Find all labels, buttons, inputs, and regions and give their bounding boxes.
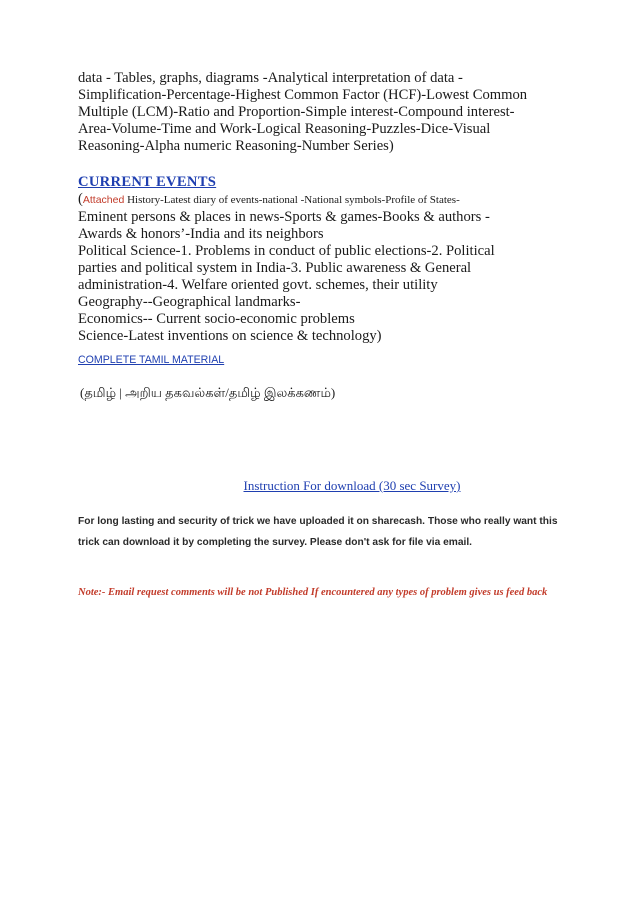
current-events-line: Awards & honors’-India and its neighbors [78,226,324,242]
syllabus-line: Area-Volume-Time and Work-Logical Reasoning-Puzzles-Dice-Visual [78,121,491,137]
current-events-line: administration-4. Welfare oriented govt. schemes, their utility [78,277,438,293]
current-events-line: Economics-- Current socio-economic problems [78,311,355,327]
open-paren: ( [78,191,83,207]
instruction-download-link[interactable]: Instruction For download (30 sec Survey) [243,478,461,493]
current-events-line: Eminent persons & places in news-Sports & games-Books & authors - [78,209,490,225]
current-events-block [78,209,578,345]
syllabus-line: Simplification-Percentage-Highest Common Factor (HCF)-Lowest Common [78,87,528,103]
document-page [78,70,578,598]
sharecash-paragraph: For long lasting and security of trick we have uploaded it on sharecash. Those who really want this trick can download it by completing the survey. Please don't ask for file via email. [78,516,558,548]
syllabus-line: Multiple (LCM)-Ratio and Proportion-Simple interest-Compound interest- [78,104,515,120]
current-events-line: Political Science-1. Problems in conduct of public elections-2. Political [78,243,495,259]
current-events-line: Geography--Geographical landmarks- [78,294,301,310]
syllabus-line: Reasoning-Alpha numeric Reasoning-Number Series) [78,138,394,154]
complete-tamil-material-link[interactable]: COMPLETE TAMIL MATERIAL [78,354,225,366]
current-events-line: Science-Latest inventions on science & technology) [78,328,382,344]
attached-rest: History-Latest diary of events-national -National symbols-Profile of States- [124,194,460,206]
note-text: Note:- Email request comments will be not Published If encountered any types of problem gives us feed back [78,587,548,598]
attached-line [78,191,578,209]
current-events-line: parties and political system in India-3. Public awareness & General [78,260,472,276]
current-events-heading[interactable]: CURRENT EVENTS [78,174,217,190]
tamil-text: (தமிழ் | அறிய தகவல்கள்/தமிழ் இலக்கணம்) [80,385,336,400]
instruction-download-link-row [78,478,578,494]
syllabus-line: data - Tables, graphs, diagrams -Analytical interpretation of data - [78,70,463,86]
syllabus-block [78,70,578,155]
attached-word: Attached [82,194,125,206]
